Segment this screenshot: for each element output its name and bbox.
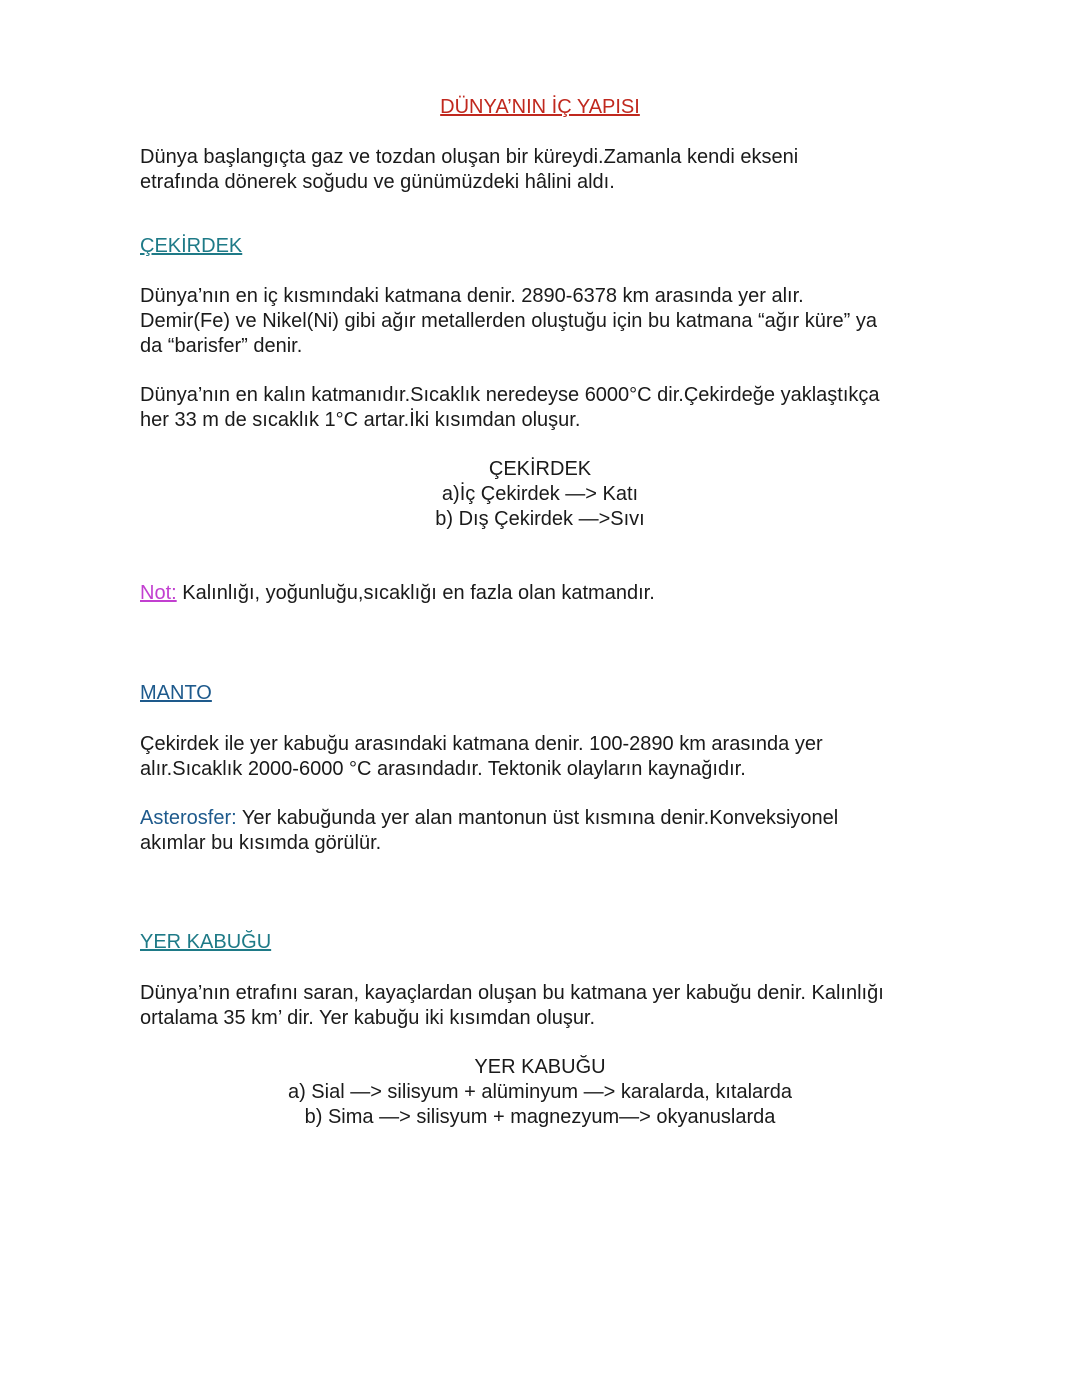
intro-line: etrafında dönerek soğudu ve günümüzdeki hâlini aldı. [140, 171, 615, 193]
intro-line: Dünya başlangıçta gaz ve tozdan oluşan bir küreydi.Zamanla kendi ekseni [140, 146, 799, 168]
section-heading-yer-kabugu: YER KABUĞU [140, 931, 272, 953]
list-item: b) Dış Çekirdek —>Sıvı [435, 508, 645, 530]
list-item: b) Sima —> silisyum + magnezyum—> okyanuslarda [304, 1106, 776, 1128]
section-heading-cekirdek: ÇEKİRDEK [140, 235, 243, 257]
paragraph-line: da “barisfer” denir. [140, 335, 303, 357]
cekirdek-paragraph-1 [140, 284, 950, 359]
asterosfer-text: Yer kabuğunda yer alan mantonun üst kısmına denir.Konveksiyonel [236, 807, 839, 829]
section-heading-manto: MANTO [140, 682, 212, 704]
yer-kabugu-list [0, 1055, 1080, 1130]
paragraph-line: akımlar bu kısımda görülür. [140, 832, 382, 854]
paragraph-line: Dünya’nın en kalın katmanıdır.Sıcaklık neredeyse 6000°C dir.Çekirdeğe yaklaştıkça [140, 384, 880, 406]
paragraph-line: alır.Sıcaklık 2000-6000 °C arasındadır. Tektonik olayların kaynağıdır. [140, 758, 746, 780]
asterosfer-paragraph [140, 806, 950, 856]
page-title: DÜNYA’NIN İÇ YAPISI [440, 96, 640, 118]
paragraph-line: ortalama 35 km’ dir. Yer kabuğu iki kısımdan oluşur. [140, 1007, 596, 1029]
note-paragraph [140, 581, 950, 606]
note-text: Kalınlığı, yoğunluğu,sıcaklığı en fazla olan katmandır. [176, 582, 655, 604]
paragraph-line: Demir(Fe) ve Nikel(Ni) gibi ağır metallerden oluştuğu için bu katmana “ağır küre” ya [140, 310, 877, 332]
intro-full-text: Dünya başlangıçta gaz ve tozdan oluşan bir küreydi.Zamanla kendi ekseni etrafında dönerek soğudu ve günümüzdeki hâlini aldı. [140, 1200, 197, 1201]
list-title: ÇEKİRDEK [488, 458, 592, 480]
list-title: YER KABUĞU [474, 1056, 606, 1078]
manto-paragraph [140, 732, 950, 782]
cekirdek-paragraph-2 [140, 383, 950, 433]
paragraph-line: Çekirdek ile yer kabuğu arasındaki katmana denir. 100-2890 km arasında yer [140, 733, 823, 755]
list-item: a)İç Çekirdek —> Katı [441, 483, 639, 505]
intro-paragraph [140, 145, 950, 195]
list-item: a) Sial —> silisyum + alüminyum —> karalarda, kıtalarda [287, 1081, 793, 1103]
paragraph-line: Dünya’nın en iç kısmındaki katmana denir. 2890-6378 km arasında yer alır. [140, 285, 804, 307]
paragraph-line: Dünya’nın etrafını saran, kayaçlardan oluşan bu katmana yer kabuğu denir. Kalınlığı [140, 982, 884, 1004]
yer-kabugu-paragraph [140, 981, 950, 1031]
paragraph-line: her 33 m de sıcaklık 1°C artar.İki kısımdan oluşur. [140, 409, 581, 431]
asterosfer-label: Asterosfer: [140, 807, 237, 829]
cekirdek-list [0, 457, 1080, 532]
note-label: Not: [140, 582, 177, 604]
